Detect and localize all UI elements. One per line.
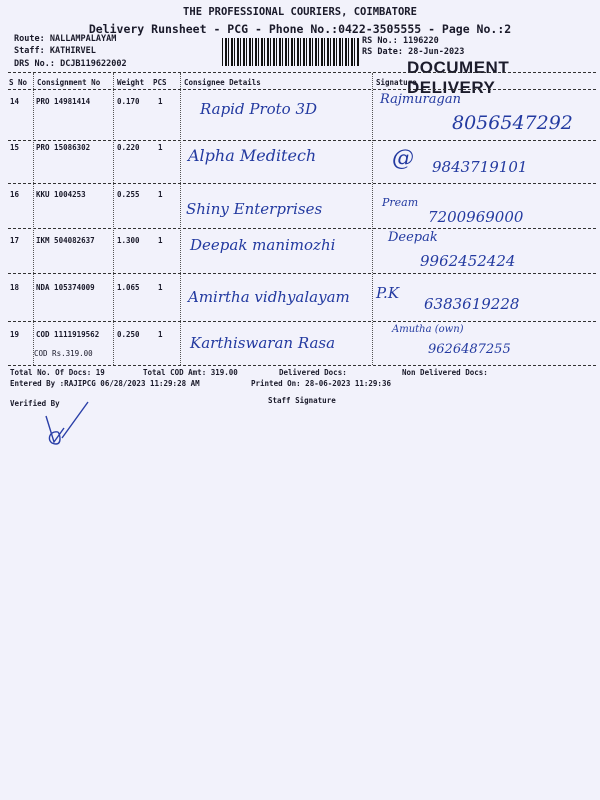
row-pcs: 1 bbox=[158, 236, 163, 245]
route-label: Route: bbox=[14, 34, 45, 44]
row-pcs: 1 bbox=[158, 143, 163, 152]
total-cod bbox=[143, 368, 238, 377]
total-cod-value: 319.00 bbox=[210, 368, 238, 377]
handwritten-signature: P.K bbox=[376, 284, 400, 302]
handwritten-consignee: Shiny Enterprises bbox=[186, 200, 323, 218]
row-divider bbox=[8, 140, 596, 141]
row-consignment-no: NDA 105374009 bbox=[36, 283, 95, 292]
handwritten-consignee: Deepak manimozhi bbox=[190, 236, 336, 254]
row-sno: 18 bbox=[10, 283, 20, 292]
handwritten-consignee: Karthiswaran Rasa bbox=[190, 334, 336, 352]
row-consignment-no: PRO 15086302 bbox=[36, 143, 91, 152]
handwritten-phone: 6383619228 bbox=[424, 295, 520, 313]
col-consignee-header: Consignee Details bbox=[184, 78, 261, 87]
row-pcs: 1 bbox=[158, 97, 163, 106]
rs-date-line bbox=[362, 47, 464, 57]
row-divider bbox=[8, 321, 596, 322]
handwritten-phone: 9962452424 bbox=[420, 252, 516, 270]
drs-label: DRS No.: bbox=[14, 59, 55, 69]
table-top-rule bbox=[8, 72, 596, 73]
row-weight: 1.300 bbox=[117, 236, 140, 245]
drs-value: DCJB119622002 bbox=[60, 59, 127, 69]
col-pcs-header: PCS bbox=[153, 78, 167, 87]
rs-no-value: 1196220 bbox=[402, 36, 439, 46]
row-sno: 17 bbox=[10, 236, 20, 245]
handwritten-phone: 9626487255 bbox=[428, 342, 511, 357]
handwritten-consignee: Rapid Proto 3D bbox=[200, 100, 318, 118]
drs-line bbox=[14, 59, 127, 69]
barcode bbox=[222, 38, 360, 66]
row-pcs: 1 bbox=[158, 283, 163, 292]
handwritten-signature: Amutha (own) bbox=[392, 324, 464, 335]
column-divider bbox=[113, 73, 114, 365]
route-line bbox=[14, 34, 116, 44]
col-signature-header: Signature bbox=[376, 78, 417, 87]
handwritten-phone: 9843719101 bbox=[432, 158, 528, 176]
row-sno: 16 bbox=[10, 190, 20, 199]
column-divider bbox=[180, 73, 181, 365]
row-consignment-no: IKM 504082637 bbox=[36, 236, 95, 245]
handwritten-consignee: Amirtha vidhyalayam bbox=[188, 288, 350, 306]
runsheet-title: Delivery Runsheet - PCG - Phone No.:0422-3505555 - Page No.:2 bbox=[88, 22, 512, 36]
total-docs-label: Total No. Of Docs: bbox=[10, 368, 92, 377]
col-weight-header: Weight bbox=[117, 78, 145, 87]
row-pcs: 1 bbox=[158, 330, 163, 339]
handwritten-signature: Deepak bbox=[388, 230, 438, 245]
printed-on: Printed On: 28-06-2023 11:29:36 bbox=[251, 379, 391, 388]
non-delivered-docs-label: Non Delivered Docs: bbox=[402, 368, 488, 377]
staff-line bbox=[14, 46, 96, 56]
signature-scribble: @ bbox=[392, 146, 414, 171]
row-consignment-no: PRO 14981414 bbox=[36, 97, 91, 106]
row-weight: 0.170 bbox=[117, 97, 140, 106]
total-docs-value: 19 bbox=[95, 368, 105, 377]
staff-label: Staff: bbox=[14, 46, 45, 56]
handwritten-signature: Pream bbox=[382, 196, 419, 209]
row-weight: 0.255 bbox=[117, 190, 140, 199]
staff-signature-label: Staff Signature bbox=[268, 396, 336, 405]
row-pcs: 1 bbox=[158, 190, 163, 199]
total-docs bbox=[10, 368, 105, 377]
handwritten-phone: 7200969000 bbox=[428, 208, 524, 226]
table-bottom-rule bbox=[8, 365, 596, 366]
row-divider bbox=[8, 273, 596, 274]
row-weight: 0.250 bbox=[117, 330, 140, 339]
row-sno: 15 bbox=[10, 143, 20, 152]
handwritten-signature: Rajmuragan bbox=[380, 92, 461, 107]
company-name: THE PROFESSIONAL COURIERS, COIMBATORE bbox=[183, 6, 417, 18]
row-sno: 19 bbox=[10, 330, 20, 339]
rs-no-label: RS No.: bbox=[362, 36, 398, 46]
col-sno-header: S No bbox=[9, 78, 28, 87]
staff-value: KATHIRVEL bbox=[49, 46, 96, 56]
handwritten-phone: 8056547292 bbox=[452, 112, 573, 134]
route-value: NALLAMPALAYAM bbox=[49, 34, 117, 44]
row-weight: 1.065 bbox=[117, 283, 140, 292]
verified-by-label: Verified By bbox=[10, 399, 60, 408]
total-cod-label: Total COD Amt: bbox=[143, 368, 207, 377]
row-sno: 14 bbox=[10, 97, 20, 106]
handwritten-consignee: Alpha Meditech bbox=[188, 146, 317, 165]
rs-date-value: 28-Jun-2023 bbox=[408, 47, 465, 57]
column-divider bbox=[33, 73, 34, 365]
row-cod-amount: COD Rs.319.00 bbox=[34, 349, 93, 358]
rs-no-line bbox=[362, 36, 439, 46]
column-divider bbox=[372, 73, 373, 365]
row-divider bbox=[8, 228, 596, 229]
table-header-rule bbox=[8, 89, 596, 90]
row-consignment-no: COD 1111919562 bbox=[36, 330, 100, 339]
delivered-docs-label: Delivered Docs: bbox=[279, 368, 347, 377]
entered-by: Entered By :RAJIPCG 06/28/2023 11:29:28 AM bbox=[10, 379, 200, 388]
col-consignment-header: Consignment No bbox=[37, 78, 101, 87]
rs-date-label: RS Date: bbox=[362, 47, 403, 57]
row-weight: 0.220 bbox=[117, 143, 140, 152]
row-consignment-no: KKU 1004253 bbox=[36, 190, 86, 199]
row-divider bbox=[8, 183, 596, 184]
verifier-signature bbox=[38, 398, 94, 452]
document-delivery-stamp: DOCUMENT DELIVERY bbox=[407, 58, 510, 97]
